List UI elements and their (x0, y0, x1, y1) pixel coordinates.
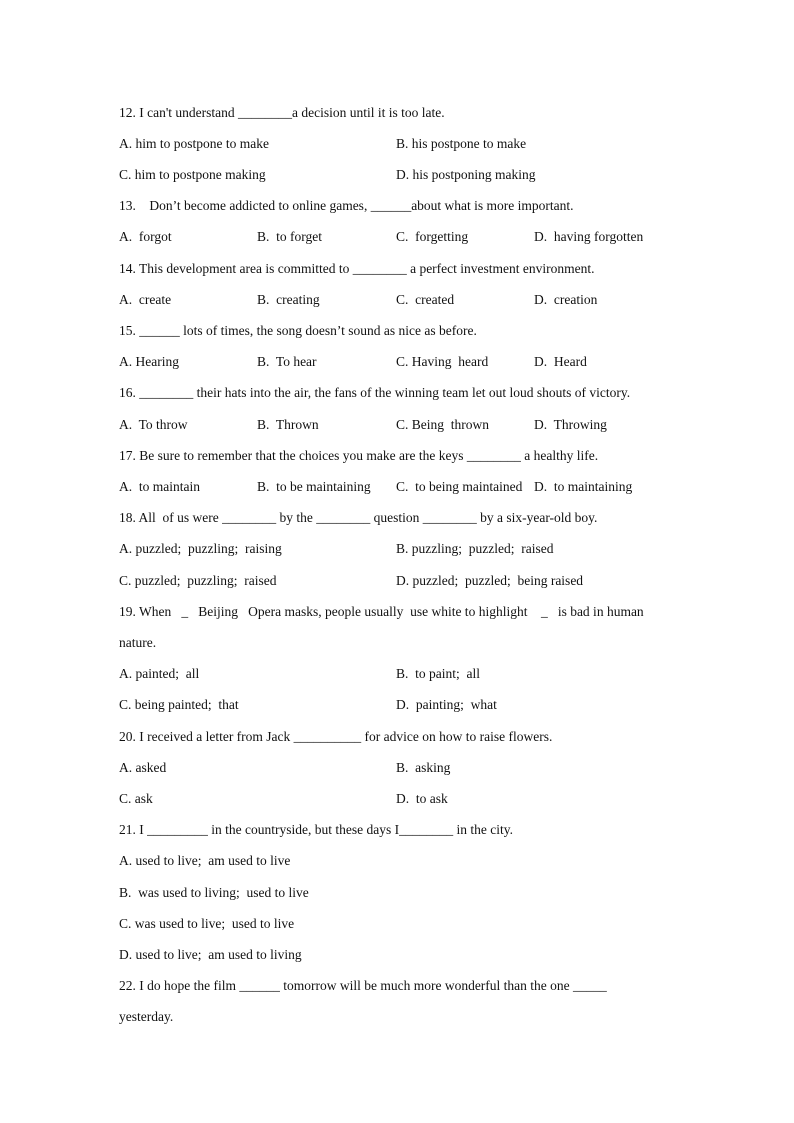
question-12-option-a: A. him to postpone to make (119, 136, 269, 151)
question-15-option-b: B. To hear (257, 354, 317, 369)
question-14-option-a: A. create (119, 292, 172, 307)
question-18-option-a: A. puzzled; puzzling; raising (119, 541, 282, 556)
question-12-option-c: C. him to postpone making (119, 167, 266, 182)
question-22-stem: 22. I do hope the film ______ tomorrow will be much more wonderful than the one _____ (119, 978, 607, 993)
question-13-stem: 13. Don’t become addicted to online games, ______about what is more important. (119, 198, 574, 213)
question-15-option-c: C. Having heard (396, 354, 489, 369)
question-12-option-d: D. his postponing making (396, 167, 536, 182)
question-21-option-b: B. was used to living; used to live (119, 885, 309, 900)
question-14-stem: 14. This development area is committed to ________ a perfect investment environment. (119, 261, 595, 276)
question-13-option-a: A. forgot (119, 229, 172, 244)
question-18-option-c: C. puzzled; puzzling; raised (119, 573, 277, 588)
question-12-stem: 12. I can't understand ________a decision until it is too late. (119, 105, 445, 120)
question-20-option-d: D. to ask (396, 791, 448, 806)
question-18-option-d: D. puzzled; puzzled; being raised (396, 573, 584, 588)
question-17-option-d: D. to maintaining (534, 479, 633, 494)
question-20-option-b: B. asking (396, 760, 451, 775)
question-16-stem: 16. ________ their hats into the air, the fans of the winning team let out loud shouts of victory. (119, 385, 631, 400)
question-14-option-d: D. creation (534, 292, 598, 307)
question-21-option-c: C. was used to live; used to live (119, 916, 295, 931)
question-20-option-c: C. ask (119, 791, 153, 806)
question-14-option-b: B. creating (257, 292, 320, 307)
question-15-option-a: A. Hearing (119, 354, 179, 369)
question-13-option-b: B. to forget (257, 229, 322, 244)
question-19-option-a: A. painted; all (119, 666, 200, 681)
question-15-option-d: D. Heard (534, 354, 587, 369)
question-22-stem-continued: yesterday. (119, 1009, 174, 1024)
question-16-option-c: C. Being thrown (396, 417, 489, 432)
question-14-option-c: C. created (396, 292, 455, 307)
question-19-stem: 19. When _ Beijing Opera masks, people usually use white to highlight _ is bad in human (119, 604, 644, 619)
question-18-stem: 18. All of us were ________ by the ________ question ________ by a six-year-old boy. (119, 510, 598, 525)
question-16-option-d: D. Throwing (534, 417, 607, 432)
question-18-option-b: B. puzzling; puzzled; raised (396, 541, 554, 556)
question-19-stem-continued: nature. (119, 635, 157, 650)
question-12-option-b: B. his postpone to make (396, 136, 527, 151)
question-17-option-a: A. to maintain (119, 479, 200, 494)
question-16-option-a: A. To throw (119, 417, 188, 432)
question-21-option-d: D. used to live; am used to living (119, 947, 302, 962)
question-13-option-d: D. having forgotten (534, 229, 644, 244)
question-17-option-c: C. to being maintained (396, 479, 523, 494)
question-20-stem: 20. I received a letter from Jack __________ for advice on how to raise flowers. (119, 729, 553, 744)
question-17-stem: 17. Be sure to remember that the choices you make are the keys ________ a healthy life. (119, 448, 599, 463)
question-15-stem: 15. ______ lots of times, the song doesn’t sound as nice as before. (119, 323, 477, 338)
question-17-option-b: B. to be maintaining (257, 479, 371, 494)
question-13-option-c: C. forgetting (396, 229, 469, 244)
question-19-option-d: D. painting; what (396, 697, 497, 712)
question-19-option-c: C. being painted; that (119, 697, 239, 712)
question-16-option-b: B. Thrown (257, 417, 319, 432)
question-21-stem: 21. I _________ in the countryside, but these days I________ in the city. (119, 822, 513, 837)
question-21-option-a: A. used to live; am used to live (119, 853, 291, 868)
question-19-option-b: B. to paint; all (396, 666, 480, 681)
question-20-option-a: A. asked (119, 760, 167, 775)
